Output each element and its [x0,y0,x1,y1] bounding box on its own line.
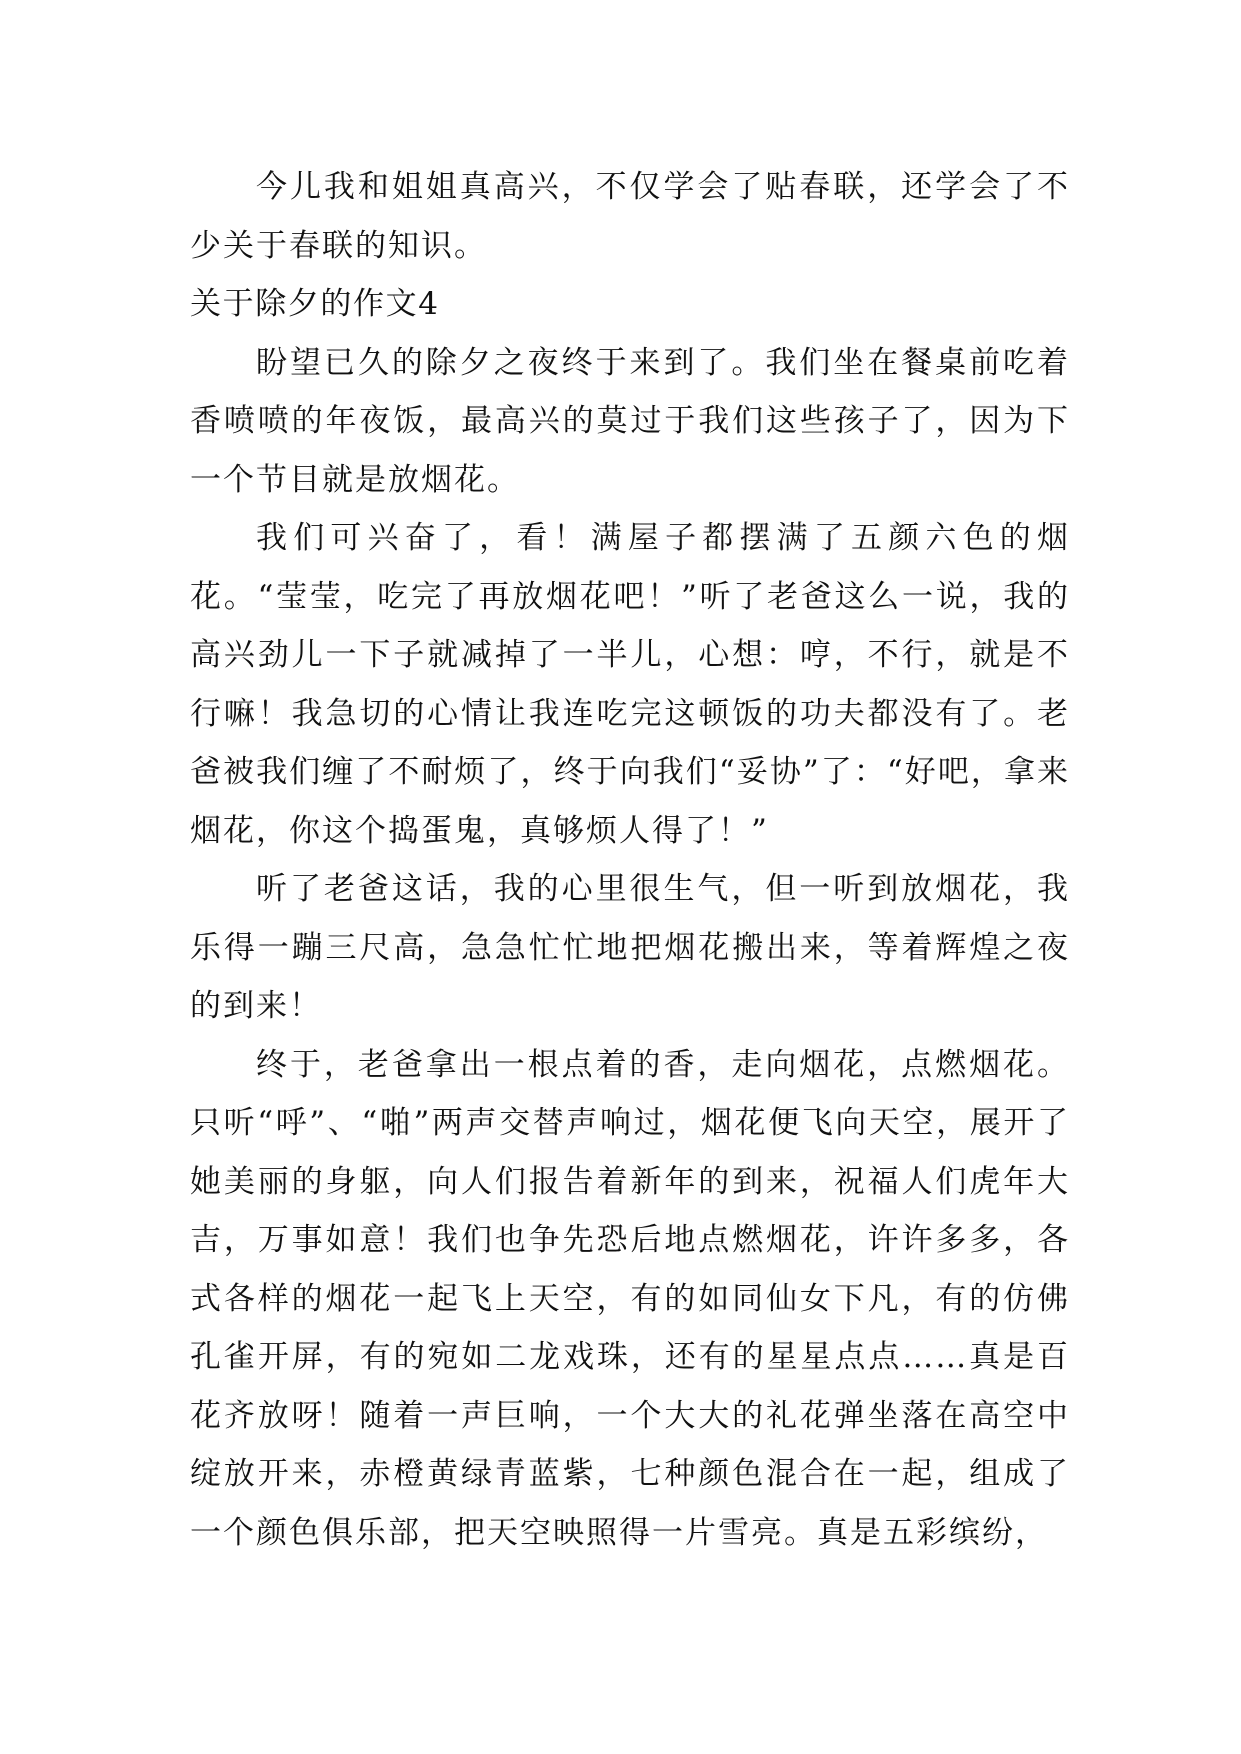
paragraph-couplet-conclusion: 今儿我和姐姐真高兴，不仅学会了贴春联，还学会了不少关于春联的知识。 [190,169,1070,264]
document-body [190,158,1070,1562]
paragraph-new-years-eve-dinner: 盼望已久的除夕之夜终于来到了。我们坐在餐桌前吃着香喷喷的年夜饭，最高兴的莫过于我们这些孩子了，因为下一个节目就是放烟花。 [190,344,1070,498]
paragraph-fireworks-excitement: 听了老爸这话，我的心里很生气，但一听到放烟花，我乐得一蹦三尺高，急急忙忙地把烟花搬出来，等着辉煌之夜的到来！ [190,871,1070,1024]
paragraph-fireworks-waiting: 我们可兴奋了，看！满屋子都摆满了五颜六色的烟花。“莹莹，吃完了再放烟花吧！”听了老爸这么一说，我的高兴劲儿一下子就减掉了一半儿，心想：哼，不行，就是不行嘛！我急切的心情让我连吃完这顿饭的功夫都没有了。老爸被我们缠了不耐烦了，终于向我们“妥协”了：“好吧，拿来烟花，你这个捣蛋鬼，真够烦人得了！” [190,520,1070,849]
section-heading: 关于除夕的作文4 [190,286,440,322]
paragraph-fireworks-display: 终于，老爸拿出一根点着的香，走向烟花，点燃烟花。只听“呼”、“啪”两声交替声响过，烟花便飞向天空，展开了她美丽的身躯，向人们报告着新年的到来，祝福人们虎年大吉，万事如意！我们也争先恐后地点燃烟花，许许多多，各式各样的烟花一起飞上天空，有的如同仙女下凡，有的仿佛孔雀开屏，有的宛如二龙戏珠，还有的星星点点……真是百花齐放呀！随着一声巨响，一个大大的礼花弹坐落在高空中绽放开来，赤橙黄绿青蓝紫，七种颜色混合在一起，组成了一个颜色俱乐部，把天空映照得一片雪亮。真是五彩缤纷， [190,1046,1070,1551]
